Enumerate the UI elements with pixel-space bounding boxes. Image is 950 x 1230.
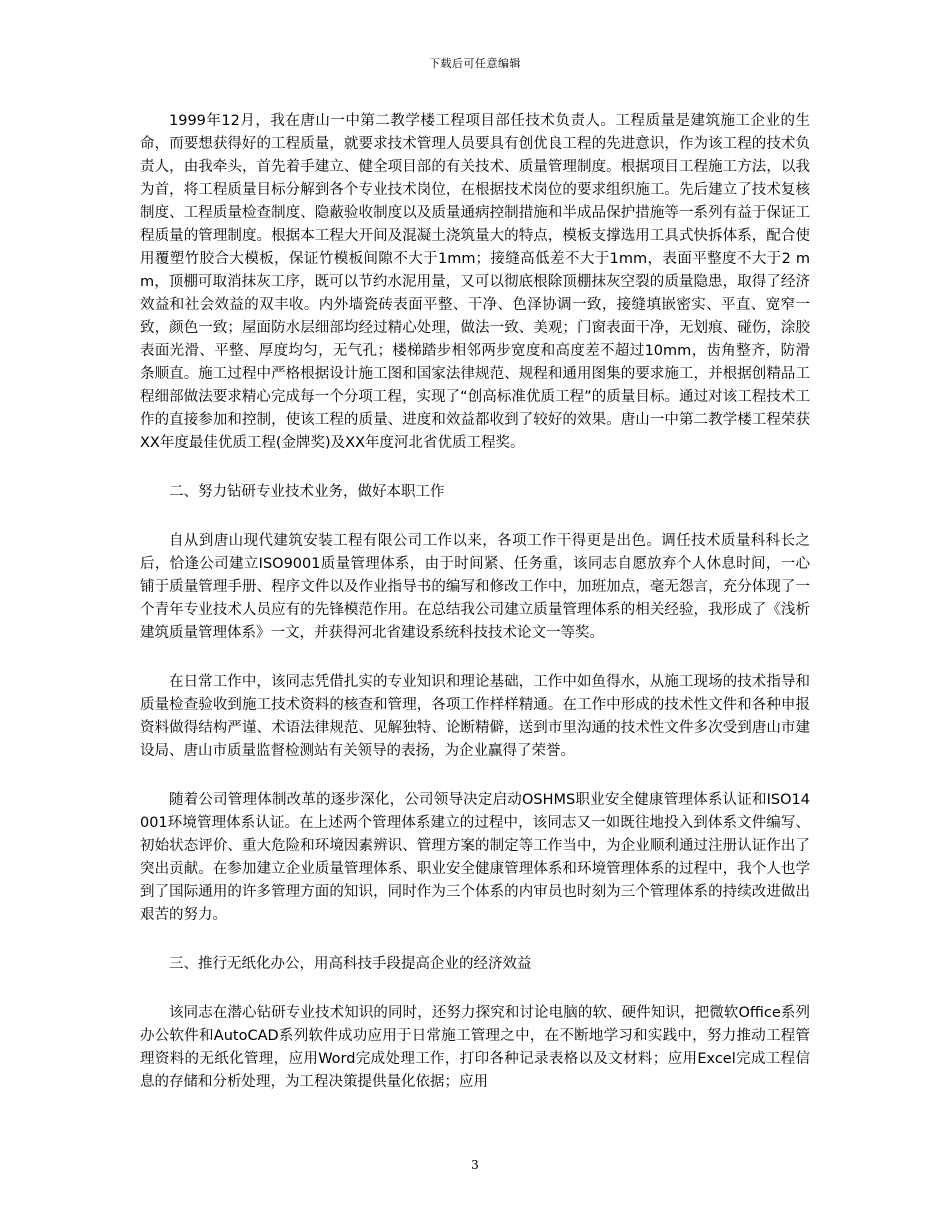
paragraph-oshms: 随着公司管理体制改革的逐步深化，公司领导决定启动OSHMS职业安全健康管理体系认证和ISO14001环境管理体系认证。在上述两个管理体系建立的过程中，该同志又一如既往地投入到体系文件编写、初始状态评价、重大危险和环境因素辨识、管理方案的制定等工作当中，为企业顺利通过注册认证作出了突出贡献。在参加建立企业质量管理体系、职业安全健康管理体系和环境管理体系的过程中，我个人也学到了国际通用的许多管理方面的知识，同时作为三个体系的内审员也时刻为三个管理体系的持续改进做出艰苦的努力。 (140, 792, 810, 923)
paragraph-iso9001: 自从到唐山现代建筑安装工程有限公司工作以来，各项工作干得更是出色。调任技术质量科科长之后，恰逢公司建立ISO9001质量管理体系，由于时间紧、任务重，该同志自愿放弃个人休息时间，一心铺于质量管理手册、程序文件以及作业指导书的编写和修改工作中，加班加点，毫无怨言，充分体现了一个青年专业技术人员应有的先锋模范作用。在总结我公司建立质量管理体系的相关经验，我形成了《浅析建筑质量管理体系》一文，并获得河北省建设系统科技技术论文一等奖。 (140, 533, 810, 641)
page-header: 下载后可任意编辑 (429, 57, 521, 70)
section-heading-2: 二、努力钻研专业技术业务，做好本职工作 (169, 484, 445, 500)
document-body (140, 110, 810, 1120)
paragraph-paperless-office: 该同志在潜心钻研专业技术知识的同时，还努力探究和讨论电脑的软、硬件知识，把微软Office系列办公软件和AutoCAD系列软件成功应用于日常施工管理之中，在不断地学习和实践中，努力推动工程管理资料的无纸化管理，应用Word完成处理工作，打印各种记录表格以及文材料；应用Excel完成工程信息的存储和分析处理，为工程决策提供量化依据；应用 (140, 1005, 810, 1090)
paragraph-daily-work: 在日常工作中，该同志凭借扎实的专业知识和理论基础，工作中如鱼得水，从施工现场的技术指导和质量检查验收到施工技术资料的核查和管理，各项工作样样精通。在工作中形成的技术性文件和各种申报资料做得结构严谨、术语法律规范、见解独特、论断精僻，送到市里沟通的技术性文件多次受到唐山市建设局、唐山市质量监督检测站有关领导的表扬，为企业赢得了荣誉。 (140, 674, 810, 759)
page-number: 3 (471, 1158, 479, 1172)
paragraph-project-quality: 1999年12月，我在唐山一中第二教学楼工程项目部任技术负责人。工程质量是建筑施工企业的生命，而要想获得好的工程质量，就要求技术管理人员要具有创优良工程的先进意识，作为该工程的技术负责人，由我牵头，首先着手建立、健全项目部的有关技术、质量管理制度。根据项目工程施工方法，以我为首，将工程质量目标分解到各个专业技术岗位，在根据技术岗位的要求组织施工。先后建立了技术复核制度、工程质量检查制度、隐蔽验收制度以及质量通病控制措施和半成品保护措施等一系列有益于保证工程质量的管理制度。根据本工程大开间及混凝土浇筑量大的特点，模板支撑选用工具式快拆体系，配合使用覆塑竹胶合大模板，保证竹模板间隙不大于1mm；接缝高低差不大于1mm，表面平整度不大于2 mm，顶棚可取消抹灰工序，既可以节约水泥用量，又可以彻底根除顶棚抹灰空裂的质量隐患，取得了经济效益和社会效益的双丰收。内外墙瓷砖表面平整、干净、色泽协调一致，接缝填嵌密实、平直、宽窄一致，颜色一致；屋面防水层细部均经过精心处理，做法一致、美观；门窗表面干净，无划痕、碰伤，涂胶表面光滑、平整、厚度均匀，无气孔；楼梯踏步相邻两步宽度和高度差不超过10mm，齿角整齐，防滑条顺直。施工过程中严格根据设计施工图和国家法律规范、规程和通用图集的要求施工，并根据创精品工程细部做法要求精心完成每一个分项工程，实现了“创高标准优质工程”的质量目标。通过对该工程技术工作的直接参加和控制，使该工程的质量、进度和效益都收到了较好的效果。唐山一中第二教学楼工程荣获XX年度最佳优质工程(金牌奖)及XX年度河北省优质工程奖。 (140, 113, 810, 451)
section-heading-3: 三、推行无纸化办公，用高科技手段提高企业的经济效益 (169, 956, 532, 972)
